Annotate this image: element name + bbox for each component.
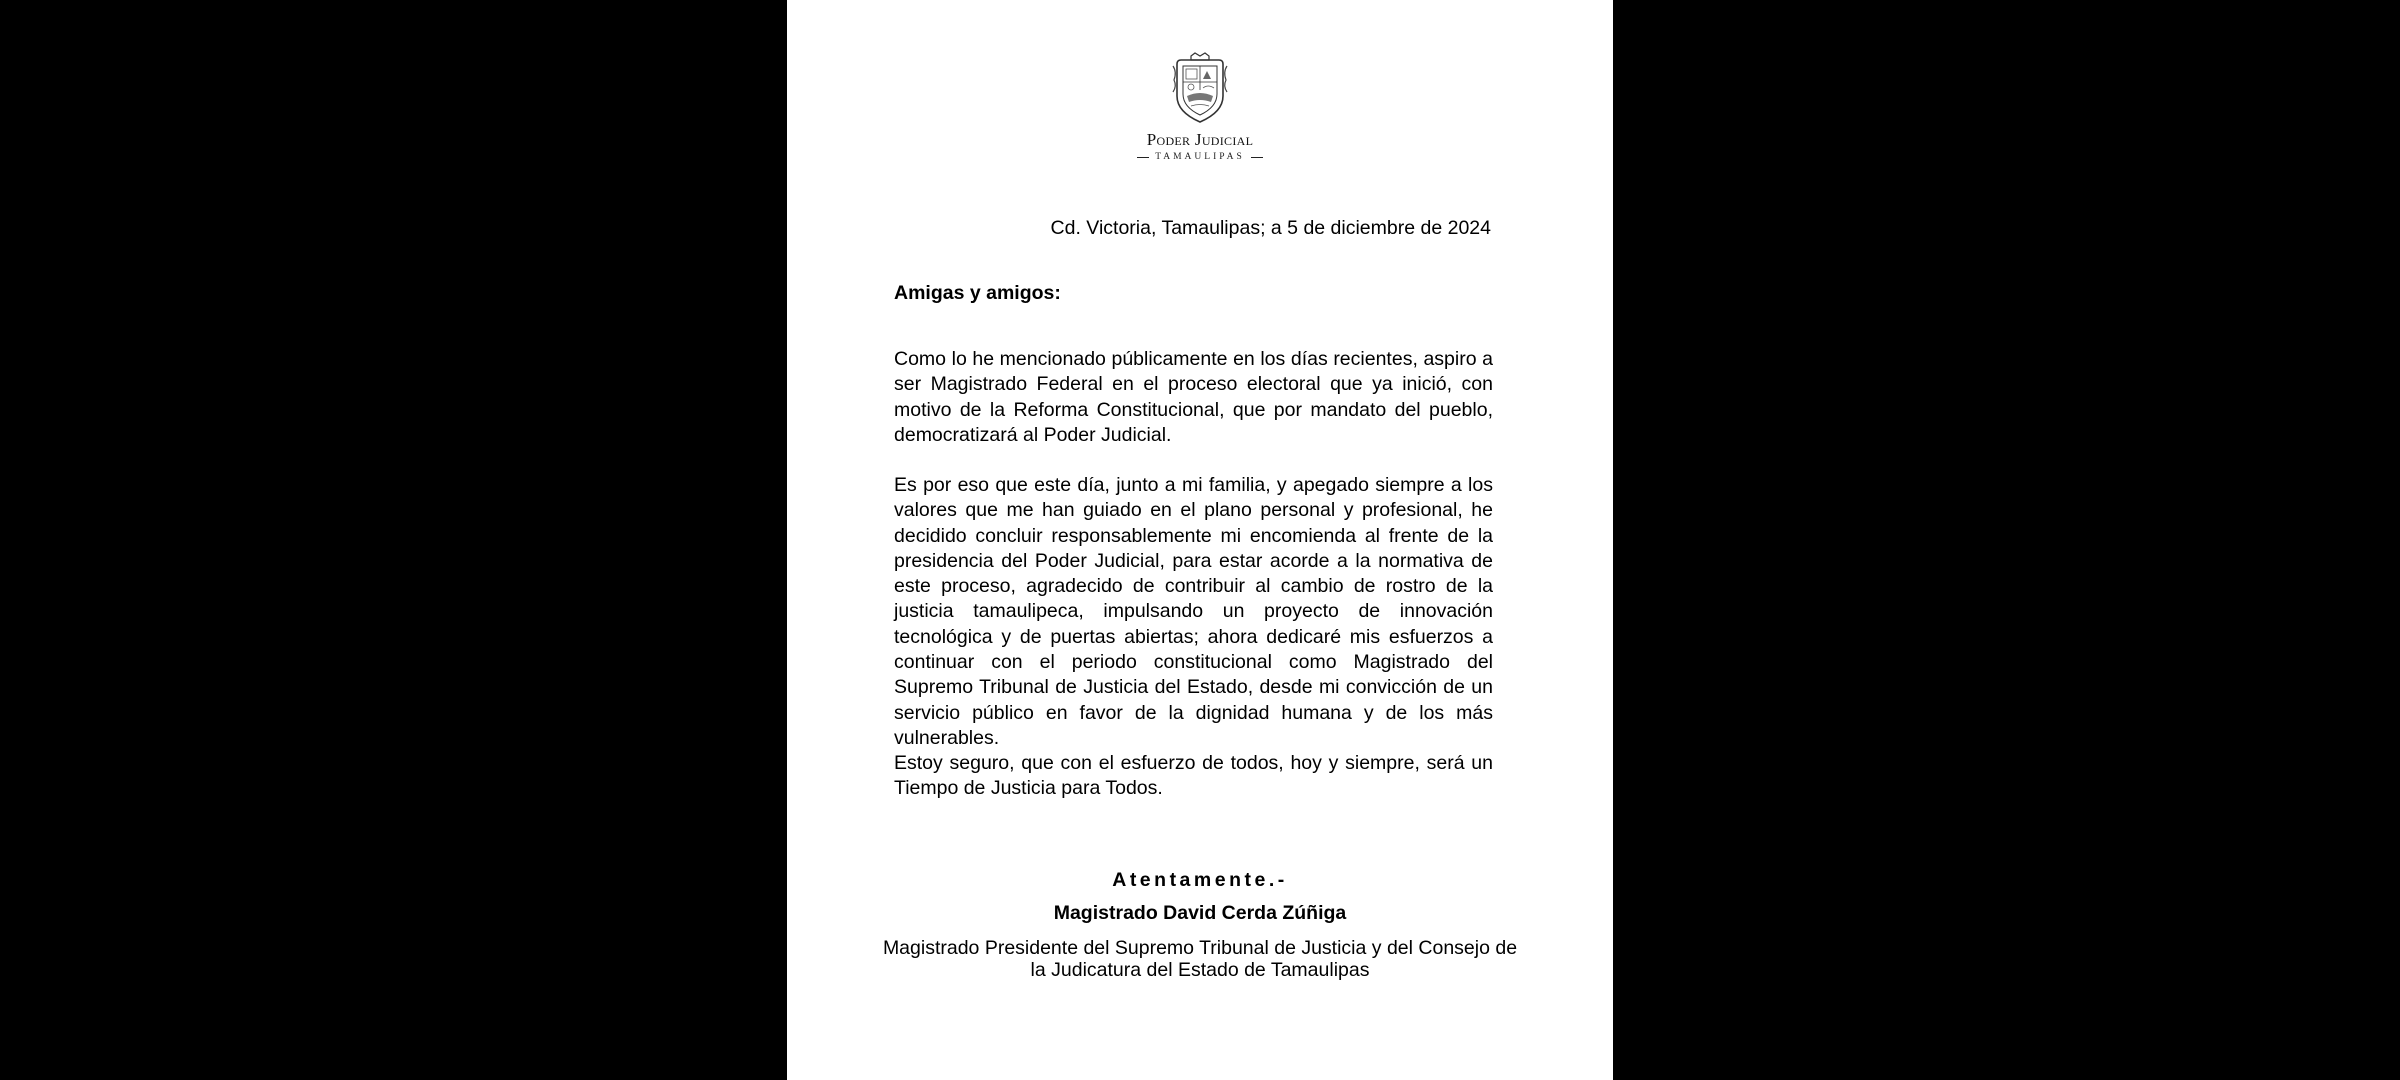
letterhead — [787, 52, 1613, 162]
date-line: Cd. Victoria, Tamaulipas; a 5 de diciembre de 2024 — [1050, 217, 1491, 239]
signer-name: Magistrado David Cerda Zúñiga — [1053, 902, 1347, 924]
divider — [1137, 157, 1149, 158]
closing: Atentamente.- — [1112, 869, 1288, 891]
organization-state — [787, 152, 1613, 162]
state-label: TAMAULIPAS — [1155, 152, 1245, 162]
document-page — [787, 0, 1613, 1080]
greeting: Amigas y amigos: — [894, 282, 1061, 304]
divider — [1251, 157, 1263, 158]
paragraph: Es por eso que este día, junto a mi familia, y apegado siempre a los valores que me han guiado en el plano personal y profesional, he decidido concluir responsablemente mi encomienda al frente de la presidencia del Poder Judicial, para estar acorde a la normativa de este proceso, agradecido de contribuir al cambio de rostro de la justicia tamaulipeca, impulsando un proyecto de innovación tecnológica y de puertas abiertas; ahora dedicaré mis esfuerzos a continuar con el periodo constitucional como Magistrado del Supremo Tribunal de Justicia del Estado, desde mi convicción de un servicio público en favor de la dignidad humana y de los más vulnerables. — [894, 474, 1493, 749]
paragraph: Estoy seguro, que con el esfuerzo de todos, hoy y siempre, será un Tiempo de Justicia para Todos. — [894, 752, 1493, 800]
paragraph: Como lo he mencionado públicamente en los días recientes, aspiro a ser Magistrado Federal en el proceso electoral que ya inició, con motivo de la Reforma Constitucional, que por mandato del pueblo, democratizará al Poder Judicial. — [894, 348, 1493, 446]
coat-of-arms-seal-icon — [1171, 52, 1229, 124]
signer-position: Magistrado Presidente del Supremo Tribunal de Justicia y del Consejo de la Judicatura del Estado de Tamaulipas — [882, 937, 1518, 981]
organization-name: Poder Judicial — [1146, 130, 1254, 149]
